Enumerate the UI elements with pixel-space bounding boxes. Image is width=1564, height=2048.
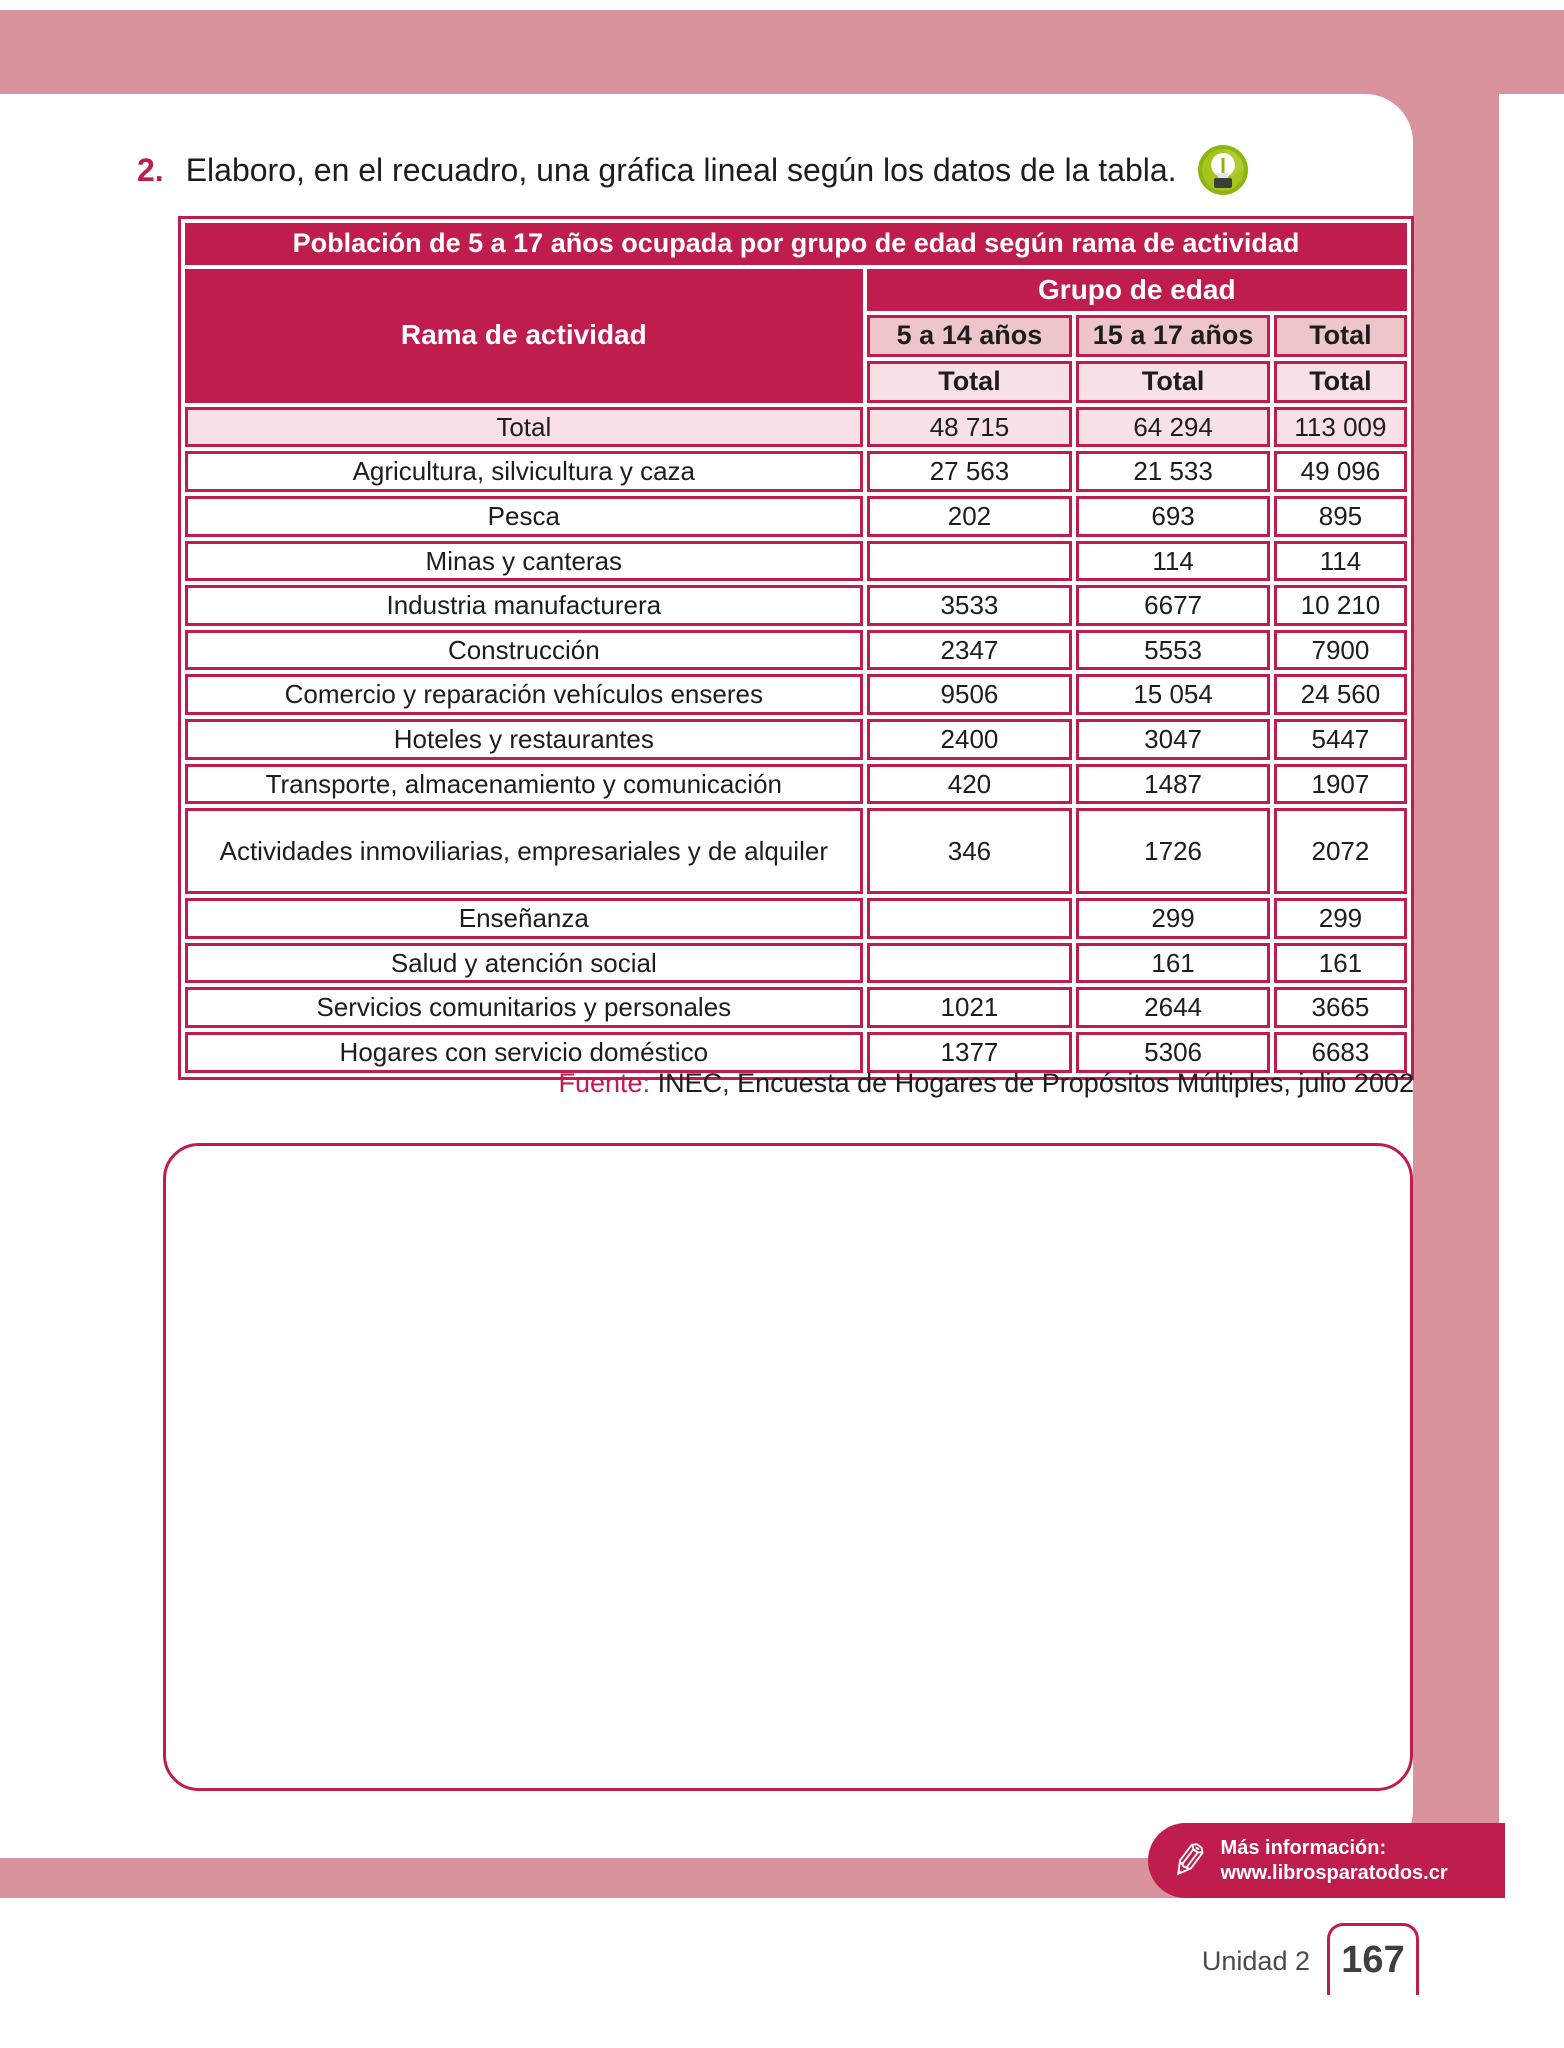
page-number-box — [1327, 1923, 1419, 1995]
col-group-header-cell: Grupo de edad — [867, 269, 1407, 312]
table-row — [185, 630, 1407, 671]
lightbulb-icon — [1197, 144, 1249, 196]
row-value: 3047 — [1076, 719, 1270, 760]
row-value: 7900 — [1274, 630, 1407, 671]
row-label: Total — [185, 407, 863, 448]
age-group-header: 5 a 14 años — [867, 315, 1073, 357]
table-row — [185, 987, 1407, 1028]
pencil-icon: ✎ — [1166, 1832, 1212, 1889]
row-value: 161 — [1274, 943, 1407, 984]
row-label: Enseñanza — [185, 898, 863, 939]
more-info-label: Más información: — [1220, 1836, 1387, 1859]
row-value: 64 294 — [1076, 407, 1270, 448]
row-value: 202 — [867, 496, 1073, 537]
instruction-text: Elaboro, en el recuadro, una gráfica lineal según los datos de la tabla. — [185, 151, 1177, 188]
row-value — [867, 898, 1073, 939]
instruction-line — [137, 144, 1249, 196]
row-value: 21 533 — [1076, 451, 1270, 492]
row-label: Minas y canteras — [185, 541, 863, 582]
sub-header: Total — [1076, 361, 1270, 403]
row-value: 27 563 — [867, 451, 1073, 492]
row-label: Servicios comunitarios y personales — [185, 987, 863, 1028]
row-label: Agricultura, silvicultura y caza — [185, 451, 863, 492]
source-line — [178, 1068, 1414, 1099]
table-row — [185, 496, 1407, 537]
table-row — [185, 764, 1407, 805]
table-row — [185, 808, 1407, 894]
table-row — [185, 407, 1407, 448]
row-label: Industria manufacturera — [185, 585, 863, 626]
row-value: 10 210 — [1274, 585, 1407, 626]
row-value: 895 — [1274, 496, 1407, 537]
table-row — [185, 719, 1407, 760]
table-row — [185, 898, 1407, 939]
row-label: Hoteles y restaurantes — [185, 719, 863, 760]
page-number: 167 — [1341, 1939, 1405, 1981]
table-row — [185, 451, 1407, 492]
row-label: Actividades inmoviliarias, empresariales y de alquiler — [185, 808, 863, 894]
group-header-row — [185, 269, 1407, 312]
table-body — [185, 223, 1407, 1073]
row-value: 6683 — [1274, 1032, 1407, 1073]
row-value: 1021 — [867, 987, 1073, 1028]
table-row — [185, 943, 1407, 984]
row-value — [867, 943, 1073, 984]
row-value: 113 009 — [1274, 407, 1407, 448]
more-info-box — [1148, 1823, 1505, 1898]
more-info-url: www.librosparatodos.cr — [1220, 1861, 1448, 1884]
row-value: 48 715 — [867, 407, 1073, 448]
row-label: Transporte, almacenamiento y comunicación — [185, 764, 863, 805]
row-value: 2400 — [867, 719, 1073, 760]
row-value: 5306 — [1076, 1032, 1270, 1073]
row-value: 299 — [1274, 898, 1407, 939]
table-row — [185, 585, 1407, 626]
unit-label: Unidad 2 — [1201, 1946, 1310, 1976]
row-value: 5447 — [1274, 719, 1407, 760]
row-value: 114 — [1274, 541, 1407, 582]
row-value: 9506 — [867, 674, 1073, 715]
source-label: Fuente: — [558, 1068, 651, 1098]
table-title: Población de 5 a 17 años ocupada por grupo de edad según rama de actividad — [185, 223, 1407, 265]
row-value: 1907 — [1274, 764, 1407, 805]
sub-header: Total — [867, 361, 1073, 403]
instruction-number: 2. — [137, 151, 164, 188]
table-row — [185, 1032, 1407, 1073]
row-value: 49 096 — [1274, 451, 1407, 492]
row-value: 346 — [867, 808, 1073, 894]
row-value: 693 — [1076, 496, 1270, 537]
row-value: 5553 — [1076, 630, 1270, 671]
row-value: 24 560 — [1274, 674, 1407, 715]
row-value: 3665 — [1274, 987, 1407, 1028]
row-label: Hogares con servicio doméstico — [185, 1032, 863, 1073]
row-value: 161 — [1076, 943, 1270, 984]
graph-drawing-box[interactable] — [163, 1143, 1413, 1791]
table-title-row — [185, 223, 1407, 265]
row-header-cell: Rama de actividad — [185, 269, 863, 403]
row-value: 1487 — [1076, 764, 1270, 805]
row-value: 2072 — [1274, 808, 1407, 894]
table-row — [185, 674, 1407, 715]
population-table — [178, 216, 1414, 1080]
row-value: 420 — [867, 764, 1073, 805]
age-group-header: Total — [1274, 315, 1407, 357]
row-value: 2347 — [867, 630, 1073, 671]
row-value: 299 — [1076, 898, 1270, 939]
row-value — [867, 541, 1073, 582]
row-label: Comercio y reparación vehículos enseres — [185, 674, 863, 715]
row-label: Salud y atención social — [185, 943, 863, 984]
table-row — [185, 541, 1407, 582]
row-label: Pesca — [185, 496, 863, 537]
top-frame-band — [0, 10, 1564, 94]
sub-header: Total — [1274, 361, 1407, 403]
row-label: Construcción — [185, 630, 863, 671]
age-group-header: 15 a 17 años — [1076, 315, 1270, 357]
row-value: 1726 — [1076, 808, 1270, 894]
row-value: 1377 — [867, 1032, 1073, 1073]
source-text: INEC, Encuesta de Hogares de Propósitos Múltiples, julio 2002 — [650, 1068, 1414, 1098]
row-value: 3533 — [867, 585, 1073, 626]
row-value: 114 — [1076, 541, 1270, 582]
row-value: 15 054 — [1076, 674, 1270, 715]
row-value: 6677 — [1076, 585, 1270, 626]
row-value: 2644 — [1076, 987, 1270, 1028]
